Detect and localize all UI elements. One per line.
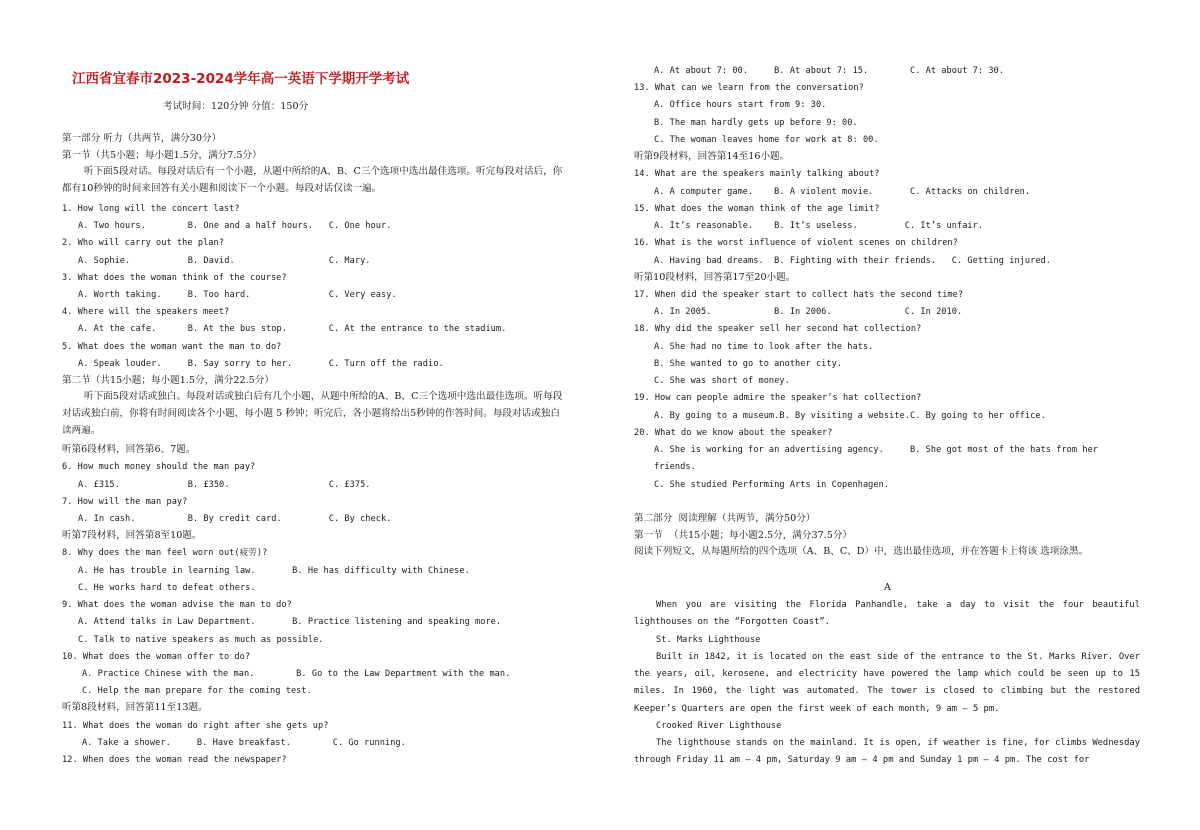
question-7-options: A. In cash. B. By credit card. C. By check.: [78, 514, 392, 524]
question-19: 19. How can people admire the speaker’s hat collection?: [634, 393, 922, 403]
question-16: 16. What is the worst influence of violent scenes on children?: [634, 238, 958, 248]
question-14: 14. What are the speakers mainly talking about?: [634, 169, 880, 179]
question-20: 20. What do we know about the speaker?: [634, 428, 833, 438]
section1-heading: 第一节（共5小题；每小题1.5分，满分7.5分）: [62, 150, 262, 161]
question-8: 8. Why does the man feel worn out(疲劳)?: [62, 548, 268, 558]
material-8-note: 听第8段材料，回答第11至13题。: [62, 702, 208, 713]
question-20-option-c: C. She studied Performing Arts in Copenhagen.: [654, 480, 890, 490]
question-4: 4. Where will the speakers meet?: [62, 307, 230, 317]
question-15: 15. What does the woman think of the age limit?: [634, 204, 880, 214]
question-8-options-ab: A. He has trouble in learning law. B. He has difficulty with Chinese.: [78, 566, 470, 576]
passage-st-marks-text: Built in 1842, it is located on the east side of the entrance to the St. Marks River. Over the years, oil, kerosene, and electricity have powered the lamp which could be seen up to 15 miles. In 1960, the light was automated. The tower is closed to climbing but the restored Keeper’s Quarters are open the first week of each month, 9 am — 5 pm.: [634, 652, 1140, 714]
question-1-options: A. Two hours. B. One and a half hours. C. One hour.: [78, 221, 392, 231]
question-19-options: A. By going to a museum.B. By visiting a website.C. By going to her office.: [654, 411, 1046, 421]
question-18-option-a: A. She had no time to look after the hats.: [654, 342, 874, 352]
question-10-option-c: C. Help the man prepare for the coming test.: [82, 686, 312, 696]
question-9-options-ab: A. Attend talks in Law Department. B. Practice listening and speaking more.: [78, 617, 502, 627]
part2-section1-heading: 第一节 （共15小题；每小题2.5分，满分37.5分）: [634, 530, 853, 541]
passage-crooked-river-text: The lighthouse stands on the mainland. It is open, if weather is fine, for climbs Wednesday through Friday 11 am — 4 pm, Saturday 9 am — 4 pm and Sunday 1 pm — 4 pm. The cost for: [634, 738, 1140, 766]
question-3: 3. What does the woman think of the course?: [62, 273, 287, 283]
question-11: 11. What does the woman do right after she gets up?: [62, 721, 329, 731]
question-16-options: A. Having bad dreams. B. Fighting with their friends. C. Getting injured.: [654, 256, 1052, 266]
question-5-options: A. Speak louder. B. Say sorry to her. C. Turn off the radio.: [78, 359, 444, 369]
question-2: 2. Who will carry out the plan?: [62, 238, 224, 248]
question-10-options-ab: A. Practice Chinese with the man. B. Go to the Law Department with the man.: [82, 669, 511, 679]
passage-letter: A: [884, 582, 891, 593]
material-10-note: 听第10段材料，回答第17至20小题。: [634, 272, 796, 283]
question-20-option-b-cont: friends.: [654, 462, 696, 472]
question-7: 7. How will the man pay?: [62, 497, 188, 507]
section2-instructions: 听下面5段对话或独白。每段对话或独白后有几个小题，从题中所给的A、B、C三个选项中选出最佳选项。听每段对话或独白前，你将有时间阅读各个小题，每小题 5 秒钟；听完后，各小题将给出5秒钟的作答时间。每段对话或独白读两遍。: [62, 391, 563, 437]
passage-intro: When you are visiting the Florida Panhandle, take a day to visit the four beautiful lighthouses on the “Forgotten Coast”.: [634, 600, 1140, 628]
question-17: 17. When did the speaker start to collect hats the second time?: [634, 290, 964, 300]
question-11-options: A. Take a shower. B. Have breakfast. C. Go running.: [82, 738, 406, 748]
question-2-options: A. Sophie. B. David. C. Mary.: [78, 256, 371, 266]
material-6-note: 听第6段材料，回答第6、7题。: [62, 444, 196, 455]
section2-heading: 第二节（共15小题；每小题1.5分，满分22.5分）: [62, 375, 274, 386]
question-13-option-c: C. The woman leaves home for work at 8: 00.: [654, 135, 879, 145]
question-12: 12. When does the woman read the newspaper?: [62, 755, 287, 765]
question-3-options: A. Worth taking. B. Too hard. C. Very easy.: [78, 290, 397, 300]
question-6: 6. How much money should the man pay?: [62, 462, 256, 472]
question-9-option-c: C. Talk to native speakers as much as possible.: [78, 635, 324, 645]
section1-instructions: 听下面5段对话。每段对话后有一个小题，从题中所给的A、B、C三个选项中选出最佳选项。听完每段对话后，你都有10秒钟的时间来回答有关小题和阅读下一个小题。每段对话仅读一遍。: [62, 166, 563, 195]
part2-heading: 第二部分 阅读理解（共两节，满分50分）: [634, 513, 816, 524]
passage-heading-crooked-river: Crooked River Lighthouse: [656, 721, 782, 731]
question-13-option-a: A. Office hours start from 9: 30.: [654, 100, 827, 110]
question-13: 13. What can we learn from the conversation?: [634, 83, 864, 93]
question-10: 10. What does the woman offer to do?: [62, 652, 251, 662]
question-8-option-c: C. He works hard to defeat others.: [78, 583, 256, 593]
question-18-option-b: B. She wanted to go to another city.: [654, 359, 843, 369]
question-4-options: A. At the cafe. B. At the bus stop. C. At the entrance to the stadium.: [78, 324, 507, 334]
material-9-note: 听第9段材料，回答第14至16小题。: [634, 151, 790, 162]
passage-heading-st-marks: St. Marks Lighthouse: [656, 635, 761, 645]
question-18-option-c: C. She was short of money.: [654, 376, 790, 386]
question-5: 5. What does the woman want the man to do?: [62, 342, 282, 352]
part1-heading: 第一部分 听力（共两节，满分30分）: [62, 133, 222, 144]
question-14-options: A. A computer game. B. A violent movie. C. Attacks on children.: [654, 187, 1031, 197]
question-1: 1. How long will the concert last?: [62, 204, 240, 214]
question-13-option-b: B. The man hardly gets up before 9: 00.: [654, 118, 858, 128]
page-title: 江西省宜春市2023-2024学年高一英语下学期开学考试: [72, 71, 410, 87]
exam-info: 考试时间：120分钟 分值：150分: [163, 101, 309, 112]
part2-instructions: 阅读下列短文，从每题所给的四个选项（A、B、C、D）中，选出最佳选项，并在答题卡上将该 选项涂黑。: [634, 546, 1089, 557]
question-18: 18. Why did the speaker sell her second hat collection?: [634, 324, 922, 334]
question-20-options-ab: A. She is working for an advertising agency. B. She got most of the hats from her: [654, 445, 1099, 455]
question-6-options: A. £315. B. £350. C. £375.: [78, 480, 371, 490]
question-12-options: A. At about 7: 00. B. At about 7: 15. C. At about 7: 30.: [654, 66, 1004, 76]
material-7-note: 听第7段材料，回答第8至10题。: [62, 530, 202, 541]
question-9: 9. What does the woman advise the man to do?: [62, 600, 292, 610]
question-15-options: A. It’s reasonable. B. It’s useless. C. It’s unfair.: [654, 221, 984, 231]
question-17-options: A. In 2005. B. In 2006. C. In 2010.: [654, 307, 963, 317]
